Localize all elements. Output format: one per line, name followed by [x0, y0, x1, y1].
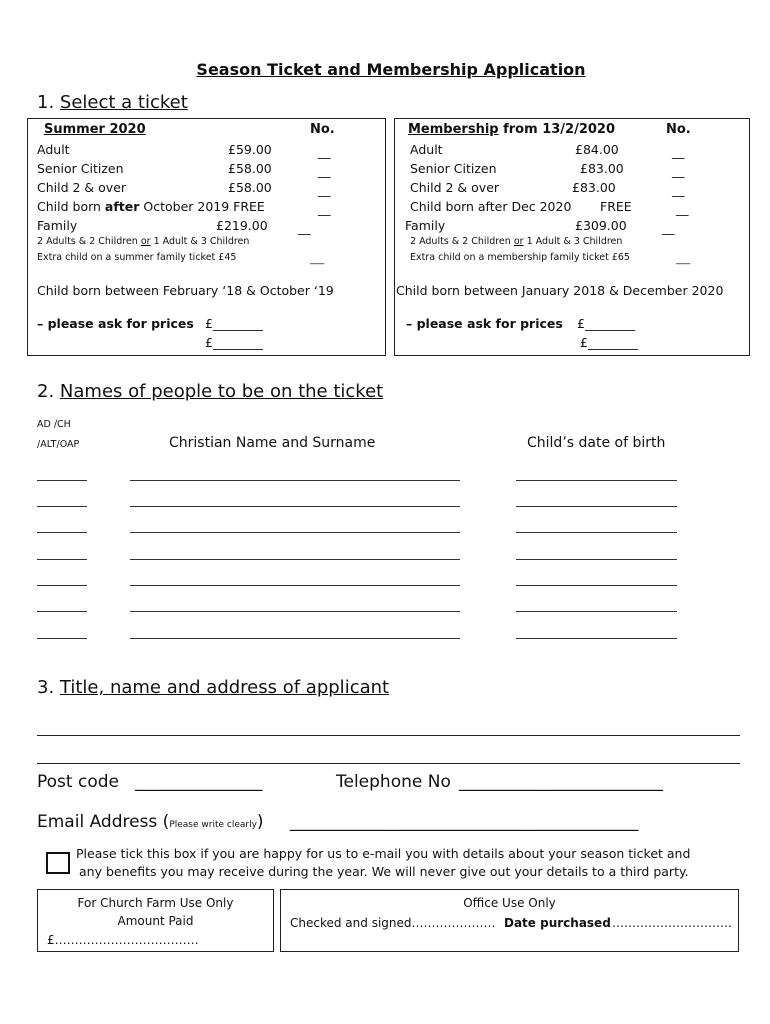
membership-row-child-qty[interactable]: __	[672, 182, 685, 197]
consent-text-line-2: any benefits you may receive during the year. We will never give out your details to a third party.	[79, 864, 689, 879]
note-part: 2 Adults & 2 Children	[410, 236, 514, 247]
type-field[interactable]	[37, 638, 87, 639]
membership-row-infant-label: Child born after Dec 2020	[410, 199, 572, 214]
summer-heading: Summer 2020	[44, 122, 146, 137]
summer-row-family-price: £219.00	[216, 218, 268, 233]
summer-range-text: Child born between February ‘18 & October ‘19	[37, 283, 334, 298]
column-type-label-2: /ALT/OAP	[37, 439, 80, 450]
membership-row-family-qty[interactable]: __	[662, 220, 675, 235]
column-dob-label: Child’s date of birth	[527, 435, 666, 451]
label-part: October 2019 FREE	[139, 199, 265, 214]
membership-price-line-1[interactable]: £________	[577, 316, 635, 331]
summer-family-note	[37, 236, 249, 247]
dob-field[interactable]	[516, 559, 677, 560]
church-use-heading: For Church Farm Use Only	[77, 896, 234, 910]
membership-extra-child-qty[interactable]: ___	[676, 254, 691, 265]
name-field[interactable]	[130, 506, 460, 507]
email-label	[37, 812, 264, 832]
membership-row-senior-qty[interactable]: __	[672, 163, 685, 178]
dob-field[interactable]	[516, 532, 677, 533]
summer-row-senior-label: Senior Citizen	[37, 161, 124, 176]
section3-heading	[37, 677, 389, 698]
date-purchased-field[interactable]: …………………………	[612, 916, 732, 930]
type-field[interactable]	[37, 611, 87, 612]
membership-row-adult-qty[interactable]: __	[672, 144, 685, 159]
membership-price-line-2[interactable]: £________	[580, 335, 638, 350]
consent-text-line-1: Please tick this box if you are happy for us to e-mail you with details about your season ticket and	[76, 846, 691, 861]
email-consent-checkbox[interactable]	[46, 852, 70, 874]
type-field[interactable]	[37, 532, 87, 533]
note-part: 2 Adults & 2 Children	[37, 236, 141, 247]
membership-family-note	[410, 236, 622, 247]
summer-row-family-label: Family	[37, 218, 78, 233]
membership-extra-child-note: Extra child on a membership family ticket £65	[410, 252, 630, 263]
postcode-label: Post code	[37, 772, 119, 792]
summer-row-senior-qty[interactable]: __	[318, 163, 331, 178]
membership-row-child-label: Child 2 & over	[410, 180, 500, 195]
address-line-2[interactable]	[37, 763, 740, 764]
address-line-1[interactable]	[37, 735, 740, 736]
summer-row-adult-qty[interactable]: __	[318, 144, 331, 159]
summer-price-line-1[interactable]: £________	[205, 316, 263, 331]
summer-row-adult-label: Adult	[37, 142, 70, 157]
amount-paid-field[interactable]: £………………………………	[47, 933, 199, 947]
email-note: Please write clearly	[169, 820, 257, 830]
dob-field[interactable]	[516, 611, 677, 612]
name-field[interactable]	[130, 638, 460, 639]
membership-row-infant-price: FREE	[600, 199, 632, 214]
date-purchased-label: Date purchased	[504, 916, 611, 930]
page-title: Season Ticket and Membership Application	[196, 60, 586, 79]
summer-extra-child-qty[interactable]: ___	[310, 254, 325, 265]
name-field[interactable]	[130, 585, 460, 586]
dob-field[interactable]	[516, 585, 677, 586]
label-emphasis: after	[104, 199, 140, 214]
email-label-close: )	[256, 812, 264, 832]
membership-row-family-label: Family	[405, 218, 446, 233]
summer-row-family-qty[interactable]: __	[298, 220, 311, 235]
section-number: 3.	[37, 677, 55, 698]
section-title: Title, name and address of applicant	[59, 677, 390, 698]
membership-heading	[408, 122, 615, 137]
summer-row-senior-price: £58.00	[228, 161, 272, 176]
type-field[interactable]	[37, 585, 87, 586]
section1-heading	[37, 92, 188, 113]
type-field[interactable]	[37, 480, 87, 481]
telephone-label: Telephone No	[336, 772, 451, 792]
membership-row-senior-label: Senior Citizen	[410, 161, 497, 176]
section-title: Names of people to be on the ticket	[59, 381, 384, 402]
summer-ask-prices: – please ask for prices	[37, 316, 194, 331]
note-part: 1 Adult & 3 Children	[523, 236, 623, 247]
summer-row-child-qty[interactable]: __	[318, 182, 331, 197]
membership-row-adult-price: £84.00	[575, 142, 619, 157]
name-field[interactable]	[130, 559, 460, 560]
email-field[interactable]: _________________________________________	[290, 812, 639, 832]
column-type-label-1: AD /CH	[37, 419, 71, 430]
amount-paid-label: Amount Paid	[117, 914, 194, 928]
dob-field[interactable]	[516, 506, 677, 507]
summer-price-line-2[interactable]: £________	[205, 335, 263, 350]
name-field[interactable]	[130, 611, 460, 612]
name-field[interactable]	[130, 480, 460, 481]
column-name-label: Christian Name and Surname	[169, 435, 376, 451]
postcode-field[interactable]: _______________	[135, 772, 263, 792]
membership-heading-word: Membership	[408, 122, 499, 137]
summer-no-label: No.	[310, 122, 335, 137]
summer-row-child-label: Child 2 & over	[37, 180, 127, 195]
membership-heading-date: from 13/2/2020	[498, 122, 616, 137]
membership-row-adult-label: Adult	[410, 142, 443, 157]
note-part: 1 Adult & 3 Children	[150, 236, 250, 247]
section-title: Select a ticket	[59, 92, 188, 113]
summer-row-adult-price: £59.00	[228, 142, 272, 157]
membership-row-senior-price: £83.00	[580, 161, 624, 176]
summer-row-infant-label	[37, 199, 265, 214]
summer-row-infant-qty[interactable]: __	[318, 201, 331, 216]
email-label-text: Email Address (	[37, 812, 170, 832]
membership-range-text: Child born between January 2018 & December 2020	[396, 283, 724, 298]
office-use-heading: Office Use Only	[463, 896, 556, 910]
type-field[interactable]	[37, 506, 87, 507]
summer-row-child-price: £58.00	[228, 180, 272, 195]
membership-row-child-price: £83.00	[572, 180, 616, 195]
membership-row-infant-qty[interactable]: __	[676, 201, 689, 216]
type-field[interactable]	[37, 559, 87, 560]
dob-field[interactable]	[516, 480, 677, 481]
note-or: or	[513, 236, 524, 247]
section2-heading	[37, 381, 383, 402]
membership-row-family-price: £309.00	[575, 218, 627, 233]
checked-signed-field[interactable]: Checked and signed…………………	[290, 916, 496, 930]
dob-field[interactable]	[516, 638, 677, 639]
telephone-field[interactable]: ________________________	[459, 772, 663, 792]
label-part: Child born	[37, 199, 105, 214]
membership-no-label: No.	[666, 122, 691, 137]
summer-extra-child-note: Extra child on a summer family ticket £45	[37, 252, 237, 263]
membership-ask-prices: – please ask for prices	[406, 316, 563, 331]
section-number: 1.	[37, 92, 55, 113]
name-field[interactable]	[130, 532, 460, 533]
section-number: 2.	[37, 381, 55, 402]
note-or: or	[140, 236, 151, 247]
